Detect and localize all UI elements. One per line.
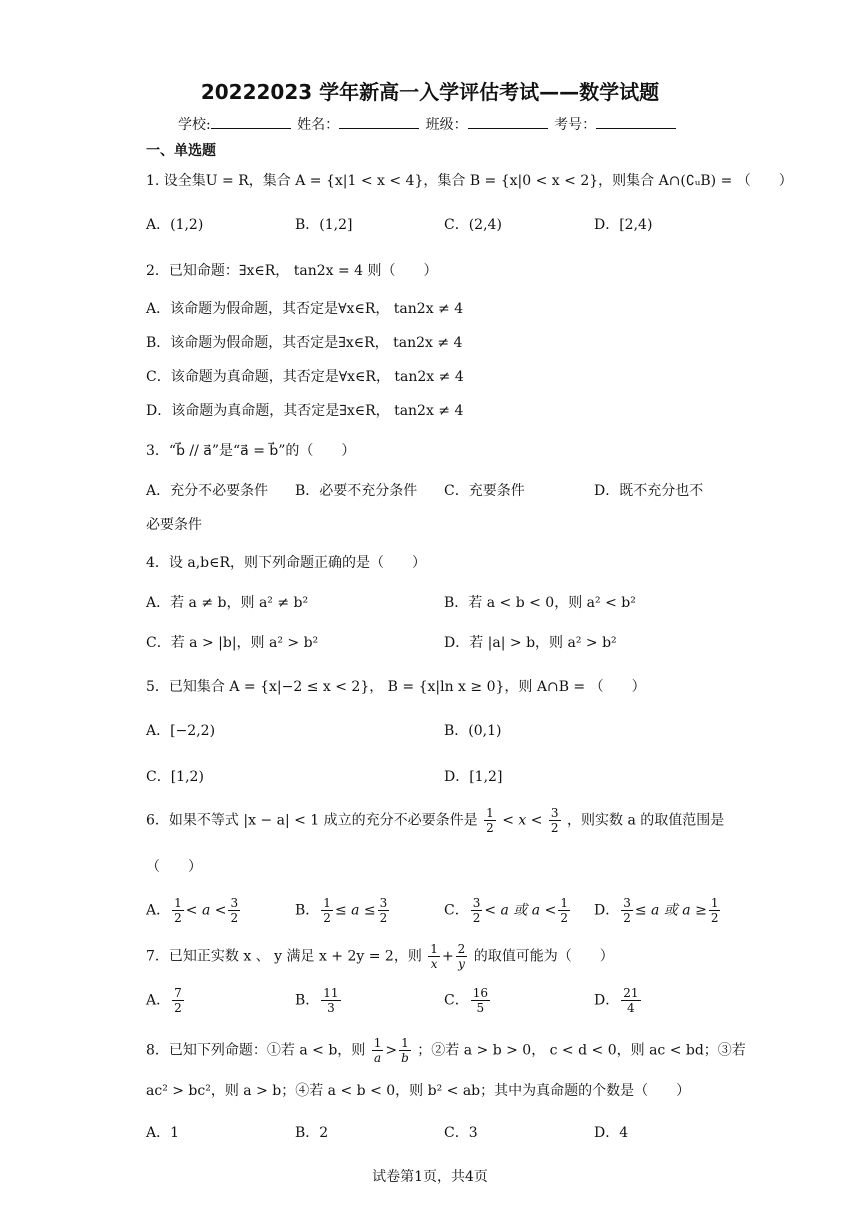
question-3-stem: 3．“b⃗ // a⃗”是“a⃗ = b⃗”的（ ） (146, 443, 356, 459)
question-1-option-d: D．[2,4) (594, 217, 653, 233)
option-label: B． (295, 902, 320, 919)
question-1-stem: 1. 设全集U = R，集合 A = {x|1 < x < 4}，集合 B = {x|0 < x < 2}，则集合 A∩(∁ᵤB) = （ ） (146, 173, 793, 189)
class-blank (468, 114, 548, 129)
question-2-stem: 2．已知命题：∃x∈R， tan2x = 4 则（ ） (146, 263, 438, 279)
question-8-stem-post: ；②若 a > b > 0， c < d < 0，则 ac < bd；③若 (417, 1042, 746, 1059)
option-label: B． (295, 992, 320, 1009)
question-2-option-c: C．该命题为真命题，其否定是∀x∈R， tan2x ≠ 4 (146, 369, 464, 385)
question-3-option-a: A．充分不必要条件 (146, 483, 269, 499)
question-7-stem-pre: 7．已知正实数 x 、 y 满足 x + 2y = 2，则 (146, 948, 422, 965)
question-6-option-a: A． $\frac{1}{2}$ < a < $\frac{3}{2}$ (146, 896, 239, 925)
question-8-stem: 8．已知下列命题：①若 a < b，则 $\frac{1}{a}$ > $\frac{1}{b}$ ；②若 a > b > 0， c < d < 0，则 ac < bd；③若 (146, 1036, 746, 1065)
question-1-option-a: A．(1,2) (146, 217, 204, 233)
question-5-option-b: B．(0,1) (444, 723, 502, 739)
question-8-stem-pre: 8．已知下列命题：①若 a < b，则 (146, 1042, 366, 1059)
school-label: 学校: (178, 117, 211, 133)
question-8-option-d: D．4 (594, 1125, 629, 1141)
question-7-option-d: D． $\frac{21}{4}$ (594, 986, 639, 1015)
question-4-stem: 4．设 a,b∈R，则下列命题正确的是（ ） (146, 555, 427, 571)
option-label: C． (444, 902, 469, 919)
student-info-row (178, 114, 678, 134)
school-blank (211, 114, 291, 129)
question-8-option-a: A．1 (146, 1125, 180, 1141)
option-label: A． (146, 992, 171, 1009)
question-3-option-b: B．必要不充分条件 (295, 483, 418, 499)
question-3-option-d: D．既不充分也不 (594, 483, 704, 499)
question-8-option-c: C．3 (444, 1125, 478, 1141)
question-8-option-b: B．2 (295, 1125, 329, 1141)
question-4-option-b: B．若 a < b < 0，则 a² < b² (444, 595, 636, 611)
option-text: ≤ a ≤ (334, 902, 376, 919)
question-4-option-c: C．若 a > |b|，则 a² > b² (146, 635, 319, 651)
question-7-option-c: C． $\frac{16}{5}$ (444, 986, 488, 1015)
option-label: C． (444, 992, 469, 1009)
question-1-option-c: C．(2,4) (444, 217, 502, 233)
name-blank (339, 114, 419, 129)
question-5-stem: 5．已知集合 A = {x|−2 ≤ x < 2}， B = {x|ln x ≥ 0}，则 A∩B = （ ） (146, 679, 646, 695)
option-label: A． (146, 902, 171, 919)
question-2-option-b: B．该命题为假命题，其否定是∃x∈R， tan2x ≠ 4 (146, 335, 463, 351)
option-text: < a < (185, 902, 227, 919)
fraction-1-2: $\frac{1}{2}$ (486, 806, 494, 835)
option-text: < a 或 a < (484, 902, 557, 919)
question-6-option-b: B． $\frac{1}{2}$ ≤ a ≤ $\frac{3}{2}$ (295, 896, 388, 925)
question-4-option-a: A．若 a ≠ b，则 a² ≠ b² (146, 595, 309, 611)
question-6-stem-pre: 6．如果不等式 |x − a| < 1 成立的充分不必要条件是 (146, 812, 478, 829)
question-1-option-b: B．(1,2] (295, 217, 353, 233)
exam-number-blank (596, 114, 676, 129)
question-6-option-c: C． $\frac{3}{2}$ < a 或 a < $\frac{1}{2}$ (444, 896, 568, 925)
question-5-option-d: D．[1,2] (444, 769, 503, 785)
question-5-option-c: C．[1,2) (146, 769, 204, 785)
question-7-stem-post: 的取值可能为（ ） (473, 948, 614, 965)
class-label: 班级： (425, 117, 468, 133)
question-5-option-a: A．[−2,2) (146, 723, 216, 739)
question-6-stem: 6．如果不等式 |x − a| < 1 成立的充分不必要条件是 $\frac{1}{2}$ < x < $\frac{3}{2}$ ，则实数 a 的取值范围是 (146, 806, 725, 835)
question-2-option-d: D．该命题为真命题，其否定是∃x∈R， tan2x ≠ 4 (146, 403, 464, 419)
question-7-stem: 7．已知正实数 x 、 y 满足 x + 2y = 2，则 $\frac{1}{x}$ + $\frac{2}{y}$ 的取值可能为（ ） (146, 942, 614, 971)
question-7-option-b: B． $\frac{11}{3}$ (295, 986, 339, 1015)
question-3-option-d-continued: 必要条件 (146, 517, 202, 533)
question-4-option-d: D．若 |a| > b，则 a² > b² (444, 635, 617, 651)
exam-number-label: 考号： (554, 117, 597, 133)
question-8-stem-continued: ac² > bc²，则 a > b；④若 a < b < 0，则 b² < ab；其中为真命题的个数是（ ） (146, 1083, 691, 1099)
question-7-option-a: A． $\frac{7}{2}$ (146, 986, 182, 1015)
question-6-option-d: D． $\frac{3}{2}$ ≤ a 或 a ≥ $\frac{1}{2}$ (594, 896, 719, 925)
question-6-stem-post: ，则实数 a 的取值范围是 (567, 812, 725, 829)
section-heading: 一、单选题 (146, 143, 216, 159)
question-2-option-a: A．该命题为假命题，其否定是∀x∈R， tan2x ≠ 4 (146, 301, 464, 317)
page-title: 20222023 学年新高一入学评估考试——数学试题 (200, 80, 660, 104)
name-label: 姓名： (297, 117, 340, 133)
option-label: D． (594, 902, 620, 919)
fraction-3-2: $\frac{3}{2}$ (550, 806, 559, 835)
option-text: ≤ a 或 a ≥ (634, 902, 707, 919)
option-label: D． (594, 992, 620, 1009)
question-3-option-c: C．充要条件 (444, 483, 525, 499)
question-6-stem-continued: （ ） (146, 859, 202, 875)
page-footer: 试卷第1页，共4页 (372, 1169, 488, 1185)
